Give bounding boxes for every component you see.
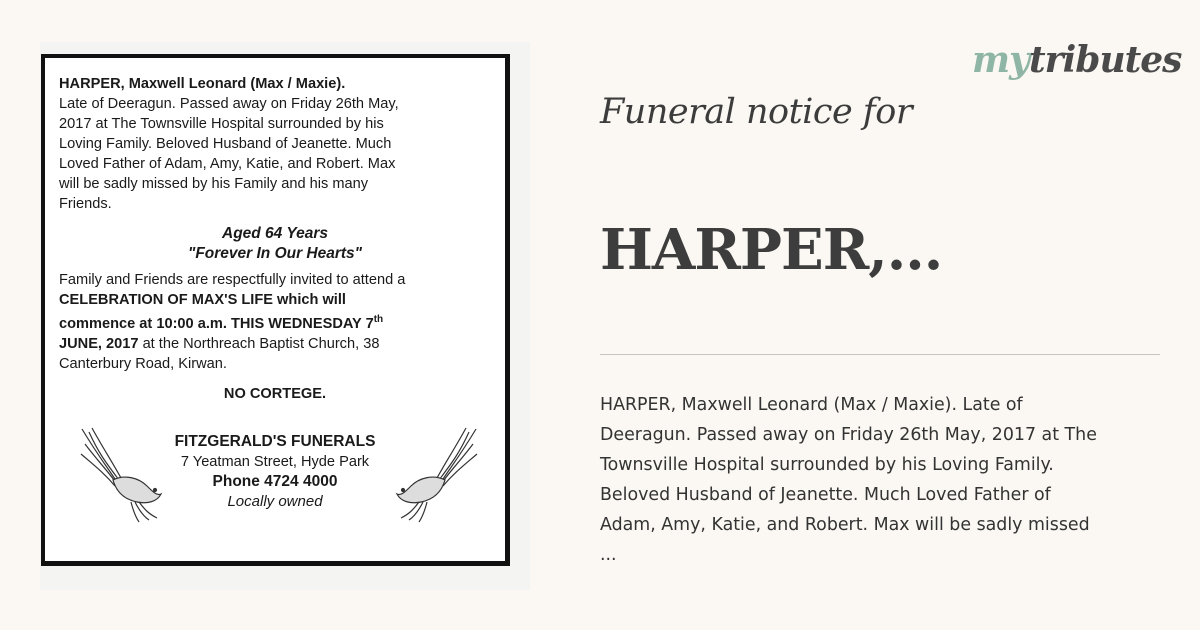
notice-epitaph: "Forever In Our Hearts" (187, 245, 363, 262)
dove-icon (391, 424, 481, 524)
notice-age: Aged 64 Years (222, 225, 328, 242)
excerpt-line: Adam, Amy, Katie, and Robert. Max will be sadly missed (600, 515, 1090, 535)
service-venue: at the Northreach Baptist Church, 38 (138, 335, 380, 352)
notice-paragraph-2 (59, 270, 491, 374)
notice-line: Loving Family. Beloved Husband of Jeanette. Much (59, 136, 392, 152)
service-date: JUNE, 2017 (59, 335, 139, 352)
service-time: commence at 10:00 a.m. THIS WEDNESDAY 7 (59, 315, 374, 332)
dove-icon (77, 424, 167, 524)
mytributes-logo[interactable] (972, 36, 1181, 84)
divider (600, 354, 1160, 355)
funeral-home-name: FITZGERALD'S FUNERALS (174, 432, 376, 450)
logo-part-tributes: tributes (1029, 39, 1182, 81)
no-cortege: NO CORTEGE. (223, 385, 327, 402)
notice-paragraph-1 (59, 94, 491, 214)
excerpt-line: ... (600, 545, 617, 565)
notice-excerpt (600, 390, 1165, 570)
notice-image (40, 42, 530, 590)
notice-frame (41, 54, 510, 566)
excerpt-line: Deeragun. Passed away on Friday 26th May, 2017 at The (600, 425, 1097, 445)
notice-title: HARPER, Maxwell Leonard (Max / Maxie). (59, 76, 346, 92)
notice-line: CELEBRATION OF MAX'S LIFE which will (59, 292, 346, 308)
notice-line: Late of Deeragun. Passed away on Friday 26th May, (59, 96, 399, 112)
logo-part-my: my (972, 39, 1030, 81)
notice-line: Family and Friends are respectfully invited to attend a (59, 272, 406, 288)
notice-line (59, 310, 491, 334)
funeral-home-tagline: Locally owned (227, 492, 323, 510)
notice-line: Loved Father of Adam, Amy, Katie, and Robert. Max (59, 156, 396, 172)
excerpt-line: Beloved Husband of Jeanette. Much Loved Father of (600, 485, 1051, 505)
notice-line: Friends. (59, 196, 112, 212)
ordinal-suffix: th (373, 314, 384, 325)
funeral-home-address: 7 Yeatman Street, Hyde Park (180, 453, 370, 470)
deceased-name: HARPER,... (600, 217, 943, 283)
notice-line: 2017 at The Townsville Hospital surrounded by his (59, 116, 384, 132)
notice-line: Canterbury Road, Kirwan. (59, 355, 227, 372)
excerpt-line: Townsville Hospital surrounded by his Loving Family. (600, 455, 1054, 475)
funeral-home-phone: Phone 4724 4000 (212, 472, 338, 490)
notice-line: will be sadly missed by his Family and his many (59, 176, 369, 192)
notice-line (59, 334, 491, 354)
funeral-home-block (59, 432, 491, 542)
excerpt-line: HARPER, Maxwell Leonard (Max / Maxie). Late of (600, 395, 1023, 415)
page-subtitle: Funeral notice for (600, 92, 913, 132)
